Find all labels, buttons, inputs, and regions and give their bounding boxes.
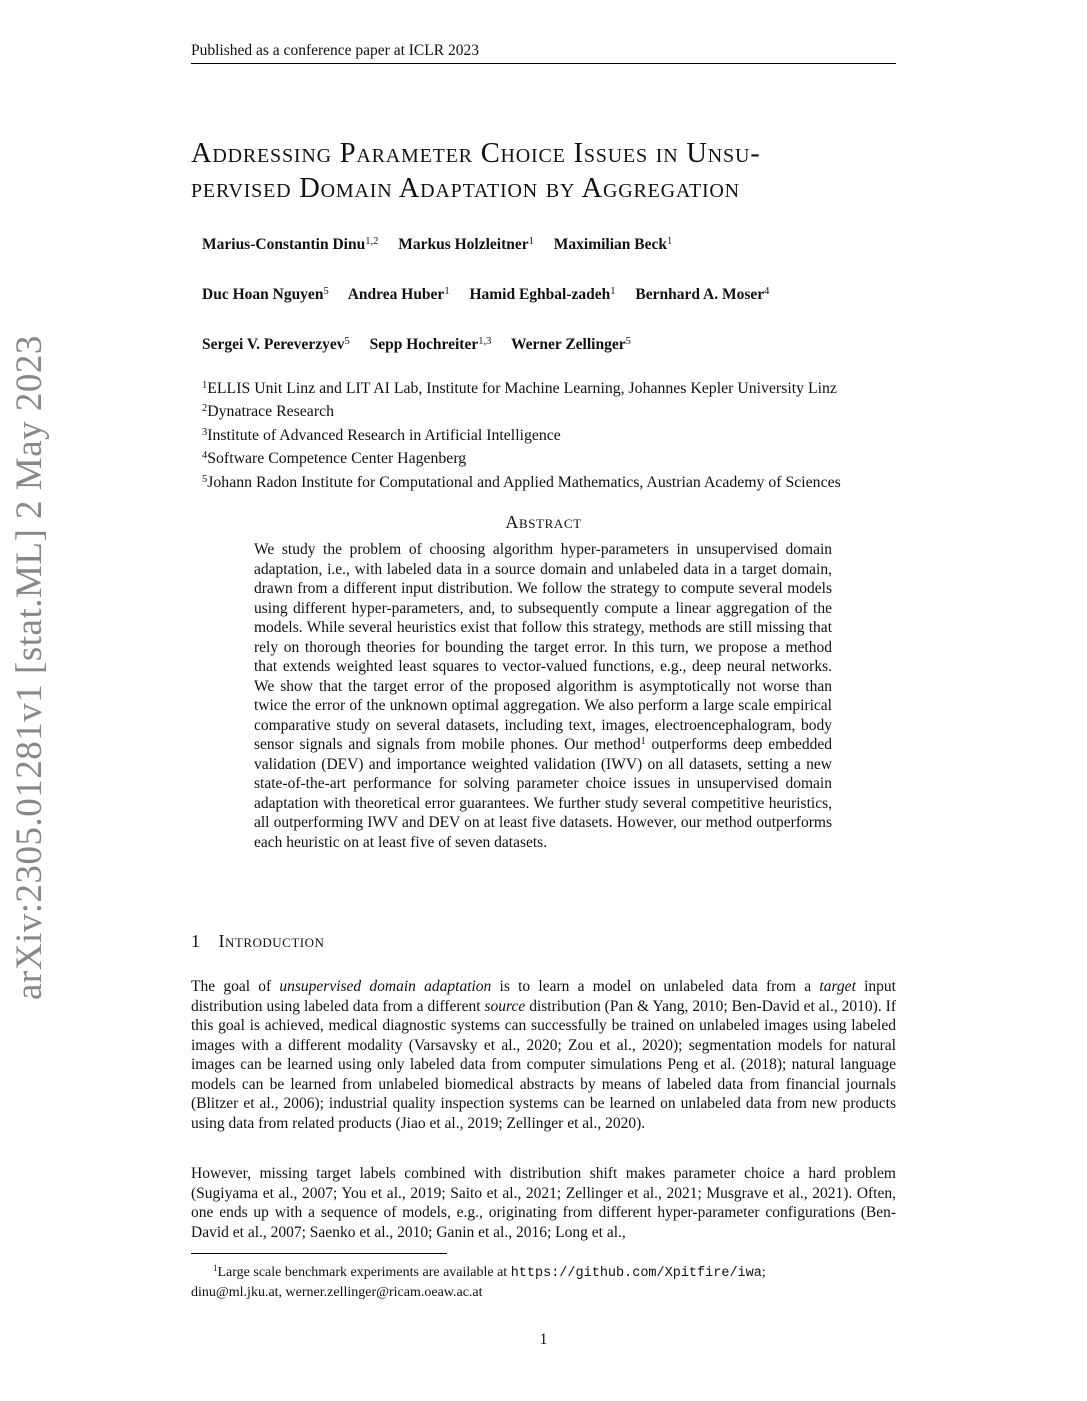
repository-link[interactable]: https://github.com/Xpitfire/iwa: [510, 1266, 762, 1281]
section-title: Introduction: [218, 931, 325, 951]
affiliation: $^4$Software Competence Center Hagenberg: [202, 450, 467, 468]
author: Sergei V. Pereverzyev$^5$: [202, 336, 350, 353]
page-number: 1: [539, 1331, 548, 1348]
author: Hamid Eghbal-zadeh$^1$: [469, 286, 616, 303]
author: Duc Hoan Nguyen$^5$: [202, 286, 329, 303]
footnote-divider: [191, 1253, 447, 1254]
author: Markus Holzleitner$^1$: [398, 236, 534, 253]
author: Andrea Huber$^1$: [347, 286, 450, 303]
arxiv-identifier-sidebar: arXiv:2305.01281v1 [stat.ML] 2 May 2023: [9, 335, 50, 1000]
abstract-body: We study the problem of choosing algorithm hyper-parameters in unsupervised domain adaptation, i.e., with labeled data in a source domain and unlabeled data in a target domain, drawn from a different input distribution. We follow the strategy to compute several models using different hyper-parameters, and, to subsequently compute a linear aggregation of the models. While several heuristics exist that follow this strategy, methods are still missing that rely on thorough theories for bounding the target error. In this turn, we propose a method that extends weighted least squares to vector-valued functions, e.g., deep neural networks. We show that the target error of the proposed algorithm is asymptotically not worse than twice the error of the unknown optimal aggregation. We also perform a large scale empirical comparative study on several datasets, including text, images, electroencephalogram, body sensor signals and signals from mobile phones. Our method$^1$ outperforms deep embedded validation (DEV) and importance weighted validation (IWV) on all datasets, setting a new state-of-the-art performance for solving parameter choice issues in unsupervised domain adaptation with theoretical error guarantees. We further study several competitive heuristics, all outperforming IWV and DEV on at least five datasets. However, our method outperforms each heuristic on at least five of seven datasets.: [254, 541, 832, 851]
intro-paragraph-2: However, missing target labels combined with distribution shift makes parameter choice a hard problem (Sugiyama et al., 2007; You et al., 2019; Saito et al., 2021; Zellinger et al., 2021; Musgrave et al., 2021). Often, one ends up with a sequence of models, e.g., originating from different hyper-parameter configurations (Ben-David et al., 2007; Saenko et al., 2010; Ganin et al., 2016; Long et al.,: [191, 1165, 896, 1241]
affiliation: $^2$Dynatrace Research: [202, 403, 334, 421]
title-line-2: pervised Domain Adaptation by Aggregation: [191, 173, 740, 204]
author: Marius-Constantin Dinu$^{1,2}$: [202, 236, 379, 253]
author-row-3: [202, 336, 647, 354]
section-number: 1: [191, 931, 201, 951]
footnote: $^1$Large scale benchmark experiments are available at https://github.com/Xpitfire/iwa; dinu@ml.jku.at, werner.zellinger@ricam.oeaw.ac.at: [191, 1259, 896, 1302]
title-line-1: Addressing Parameter Choice Issues in Unsu-: [191, 138, 761, 169]
abstract-heading: Abstract: [505, 512, 582, 532]
author-row-2: [202, 286, 785, 304]
affiliation: $^5$Johann Radon Institute for Computational and Applied Mathematics, Austrian Academy of Sciences: [202, 473, 841, 491]
contact-emails: dinu@ml.jku.at, werner.zellinger@ricam.oeaw.ac.at: [191, 1285, 483, 1300]
intro-paragraph-1: The goal of unsupervised domain adaptation is to learn a model on unlabeled data from a target input distribution using labeled data from a different source distribution (Pan & Yang, 2010; Ben-David et al., 2010). If this goal is achieved, medical diagnostic systems can successfully be trained on unlabeled images using labeled images with a different modality (Varsavsky et al., 2020; Zou et al., 2020); segmentation models for natural images can be learned using only labeled data from computer simulations Peng et al. (2018); natural language models can be learned from unlabeled biomedical abstracts by means of labeled data from financial journals (Blitzer et al., 2006); industrial quality inspection systems can be learned on unlabeled data from new products using data from related products (Jiao et al., 2019; Zellinger et al., 2020).: [191, 978, 896, 1132]
affiliation: $^3$Institute of Advanced Research in Artificial Intelligence: [202, 426, 561, 444]
author: Werner Zellinger$^5$: [510, 336, 631, 353]
author-row-1: [202, 236, 688, 254]
paper-title: [191, 136, 911, 206]
affiliation: $^1$ELLIS Unit Linz and LIT AI Lab, Institute for Machine Learning, Johannes Kepler University Linz: [202, 380, 837, 397]
affiliations: [202, 376, 841, 493]
running-header: Published as a conference paper at ICLR 2023: [191, 42, 896, 64]
author: Maximilian Beck$^1$: [553, 236, 673, 253]
author: Bernhard A. Moser$^4$: [635, 286, 770, 303]
footnote-mark: 1: [640, 736, 646, 747]
author: Sepp Hochreiter$^{1,3}$: [369, 336, 492, 353]
section-heading: [191, 931, 324, 952]
